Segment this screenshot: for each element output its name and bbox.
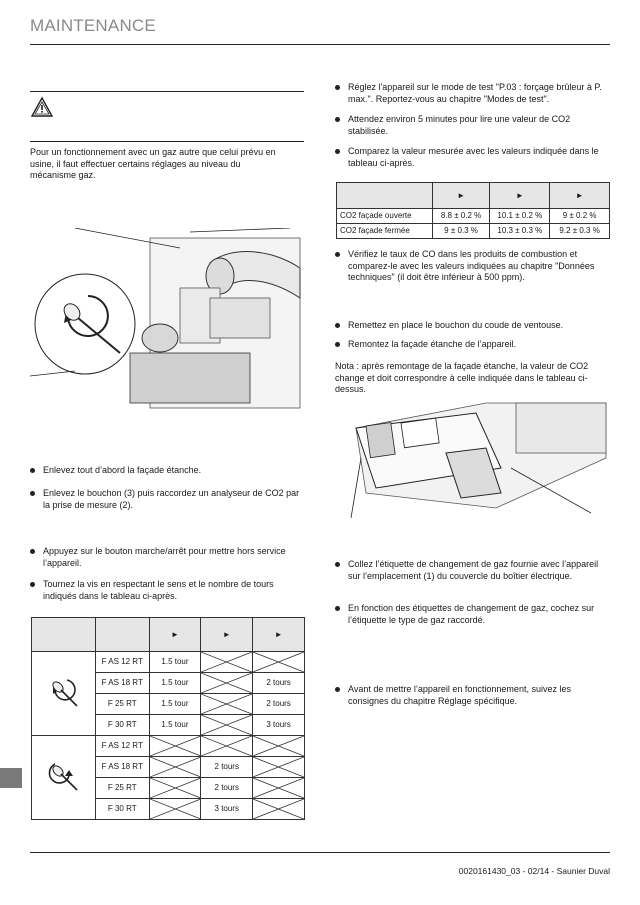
not-applicable-cell xyxy=(253,736,305,757)
turns-cell: 3 tours xyxy=(253,715,305,736)
list-item: En fonction des étiquettes de changement de gaz, cochez sur l’étiquette le type de gaz raccordé. xyxy=(335,603,610,626)
turns-cell: 2 tours xyxy=(201,757,253,778)
bullet-icon xyxy=(30,549,35,554)
not-applicable-cell xyxy=(253,652,305,673)
list-item: Remontez la façade étanche de l’appareil. xyxy=(335,339,610,351)
list-item: Collez l’étiquette de changement de gaz fournie avec l’appareil sur l’emplacement (1) du couvercle du boîtier électrique. xyxy=(335,559,610,582)
not-applicable-cell xyxy=(201,652,253,673)
not-applicable-cell xyxy=(149,799,201,820)
bullet-icon xyxy=(30,468,35,473)
bullet-icon xyxy=(335,117,340,122)
warning-text: Pour un fonctionnement avec un gaz autre que celui prévu en usine, il faut effectuer certains réglages au niveau du mécanisme gaz. xyxy=(30,147,276,180)
bullet-icon xyxy=(30,491,35,496)
list-item: Enlevez tout d’abord la façade étanche. xyxy=(30,465,305,477)
bullet-icon xyxy=(335,85,340,90)
co2-value: 9 ± 0.2 % xyxy=(550,209,610,224)
turns-table xyxy=(31,617,305,820)
footer-text: 0020161430_03 - 02/14 - Saunier Duval xyxy=(458,866,610,876)
turns-cell: 3 tours xyxy=(201,799,253,820)
warning-top-rule xyxy=(30,91,304,92)
header-rule xyxy=(30,44,610,45)
model-cell: F 30 RT xyxy=(95,799,149,820)
column-arrow-icon: ► xyxy=(550,183,610,209)
table-header-cell xyxy=(32,618,96,652)
not-applicable-cell xyxy=(149,778,201,799)
column-arrow-icon: ► xyxy=(253,618,305,652)
co2-value: 10.1 ± 0.2 % xyxy=(490,209,550,224)
co2-value: 8.8 ± 0.2 % xyxy=(432,209,490,224)
not-applicable-cell xyxy=(201,736,253,757)
bullet-icon xyxy=(30,582,35,587)
row-label: CO2 façade fermée xyxy=(337,224,433,239)
model-cell: F 25 RT xyxy=(95,778,149,799)
model-cell: F 30 RT xyxy=(95,715,149,736)
bullet-icon xyxy=(335,562,340,567)
list-item: Appuyez sur le bouton marche/arrêt pour mettre hors service l’appareil. xyxy=(30,546,305,569)
table-header-cell xyxy=(337,183,433,209)
list-item: Réglez l'appareil sur le mode de test "P.03 : forçage brûleur à P. max.". Reportez-vous au chapitre "Modes de test". xyxy=(335,82,610,105)
not-applicable-cell xyxy=(253,799,305,820)
table-row xyxy=(337,224,610,239)
model-cell: F AS 18 RT xyxy=(95,673,149,694)
not-applicable-cell xyxy=(149,757,201,778)
not-applicable-cell xyxy=(201,715,253,736)
turns-cell: 1.5 tour xyxy=(149,673,201,694)
bullet-icon xyxy=(335,342,340,347)
not-applicable-cell xyxy=(149,736,201,757)
bullet-icon xyxy=(335,252,340,257)
turns-cell: 2 tours xyxy=(253,673,305,694)
column-arrow-icon: ► xyxy=(149,618,201,652)
bullet-icon xyxy=(335,149,340,154)
row-label: CO2 façade ouverte xyxy=(337,209,433,224)
footer-rule xyxy=(30,852,610,853)
list-item: Avant de mettre l’appareil en fonctionnement, suivez les consignes du chapitre Réglage spécifique. xyxy=(335,684,610,707)
list-item: Tournez la vis en respectant le sens et le nombre de tours indiqués dans le tableau ci-après. xyxy=(30,579,305,602)
electrical-box-illustration xyxy=(336,398,610,518)
list-item: Attendez environ 5 minutes pour lire une valeur de CO2 stabilisée. xyxy=(335,114,610,137)
page-title: MAINTENANCE xyxy=(30,16,156,35)
turns-cell: 1.5 tour xyxy=(149,694,201,715)
co2-value: 9.2 ± 0.3 % xyxy=(550,224,610,239)
note-text: Nota : après remontage de la façade étanche, la valeur de CO2 change et doit correspondre à celle indiquée dans le tableau ci-dessus. xyxy=(335,361,589,394)
section-tab xyxy=(0,768,22,788)
table-header-row xyxy=(337,183,610,209)
model-cell: F AS 12 RT xyxy=(95,652,149,673)
column-arrow-icon: ► xyxy=(201,618,253,652)
screwdriver-clockwise-icon xyxy=(32,652,96,736)
not-applicable-cell xyxy=(201,673,253,694)
bullet-icon xyxy=(335,606,340,611)
list-item: Enlevez le bouchon (3) puis raccordez un analyseur de CO2 par la prise de mesure (2). xyxy=(30,488,305,511)
bullet-icon xyxy=(335,323,340,328)
screwdriver-counterclockwise-icon xyxy=(32,736,96,820)
turns-cell: 1.5 tour xyxy=(149,652,201,673)
co2-value: 10.3 ± 0.3 % xyxy=(490,224,550,239)
list-item: Vérifiez le taux de CO dans les produits de combustion et comparez-le avec les valeurs indiquées au chapitre "Données techniques" (il doit être inférieur à 500 ppm). xyxy=(335,249,610,284)
model-cell: F AS 12 RT xyxy=(95,736,149,757)
list-item: Remettez en place le bouchon du coude de ventouse. xyxy=(335,320,610,332)
gas-valve-illustration xyxy=(30,228,310,410)
column-arrow-icon: ► xyxy=(490,183,550,209)
bullet-icon xyxy=(335,687,340,692)
warning-bottom-rule xyxy=(30,141,304,142)
turns-cell: 1.5 tour xyxy=(149,715,201,736)
co2-table xyxy=(336,182,610,239)
not-applicable-cell xyxy=(253,778,305,799)
not-applicable-cell xyxy=(201,694,253,715)
not-applicable-cell xyxy=(253,757,305,778)
column-arrow-icon: ► xyxy=(432,183,490,209)
warning-triangle-icon xyxy=(30,96,54,118)
turns-cell: 2 tours xyxy=(201,778,253,799)
table-row xyxy=(32,652,305,673)
co2-value: 9 ± 0.3 % xyxy=(432,224,490,239)
turns-cell: 2 tours xyxy=(253,694,305,715)
model-cell: F AS 18 RT xyxy=(95,757,149,778)
table-header-cell xyxy=(95,618,149,652)
table-header-row xyxy=(32,618,305,652)
table-row xyxy=(337,209,610,224)
list-item: Comparez la valeur mesurée avec les valeurs indiquée dans le tableau ci-après. xyxy=(335,146,610,169)
table-row xyxy=(32,736,305,757)
model-cell: F 25 RT xyxy=(95,694,149,715)
